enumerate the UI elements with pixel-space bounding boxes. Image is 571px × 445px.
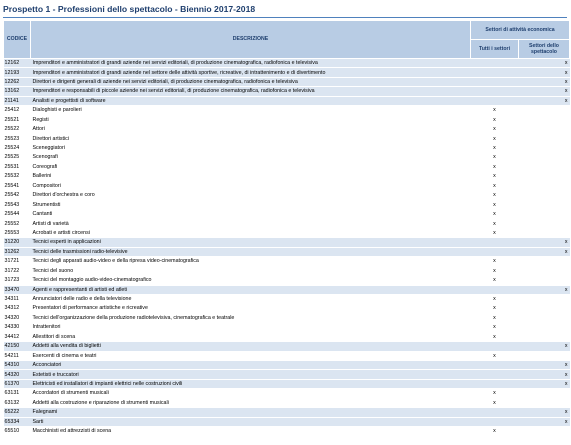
row-show-sectors-mark [519, 332, 570, 341]
row-code: 25412 [4, 106, 31, 115]
table-row [4, 257, 570, 266]
row-description: Analisti e progettisti di software [31, 96, 471, 105]
row-description: Compositori [31, 181, 471, 190]
row-code: 25543 [4, 200, 31, 209]
row-show-sectors-mark [519, 143, 570, 152]
table-row [4, 313, 570, 322]
row-description: Presentatori di performance artistiche e ricreative [31, 304, 471, 313]
table-row [4, 361, 570, 370]
row-all-sectors-mark: x [471, 181, 519, 190]
row-all-sectors-mark: x [471, 294, 519, 303]
table-row [4, 106, 570, 115]
row-all-sectors-mark [471, 59, 519, 68]
table-row [4, 68, 570, 77]
row-show-sectors-mark [519, 304, 570, 313]
table-row [4, 125, 570, 134]
row-show-sectors-mark: x [519, 77, 570, 86]
table-row [4, 247, 570, 256]
table-row [4, 228, 570, 237]
table-row [4, 143, 570, 152]
document-title: Prospetto 1 - Professioni dello spettacolo - Biennio 2017-2018 [3, 4, 256, 14]
row-description: Acconciatori [31, 361, 471, 370]
row-description: Strumentisti [31, 200, 471, 209]
row-code: 25553 [4, 228, 31, 237]
row-show-sectors-mark: x [519, 285, 570, 294]
row-all-sectors-mark: x [471, 228, 519, 237]
row-description: Addetti alla costruzione e riparazione di strumenti musicali [31, 398, 471, 407]
table-row [4, 162, 570, 171]
row-all-sectors-mark [471, 342, 519, 351]
row-code: 63132 [4, 398, 31, 407]
row-code: 31722 [4, 266, 31, 275]
row-code: 65510 [4, 427, 31, 436]
row-code: 25521 [4, 115, 31, 124]
table-row [4, 323, 570, 332]
row-description: Registi [31, 115, 471, 124]
row-code: 25531 [4, 162, 31, 171]
table-row [4, 191, 570, 200]
row-code: 34330 [4, 323, 31, 332]
row-description: Esercenti di cinema e teatri [31, 351, 471, 360]
row-code: 34311 [4, 294, 31, 303]
row-show-sectors-mark [519, 172, 570, 181]
row-show-sectors-mark: x [519, 96, 570, 105]
table-row [4, 427, 570, 436]
row-code: 25552 [4, 219, 31, 228]
row-description: Elettricisti ed installatori di impianti elettrici nelle costruzioni civili [31, 379, 471, 388]
row-description: Ballerini [31, 172, 471, 181]
row-code: 25524 [4, 143, 31, 152]
row-show-sectors-mark [519, 276, 570, 285]
row-description: Tecnici del suono [31, 266, 471, 275]
row-show-sectors-mark [519, 125, 570, 134]
row-description: Direttori e dirigenti generali di aziende nei servizi editoriali, di produzione cinematografica, radiofonica e televisiva [31, 77, 471, 86]
row-code: 25544 [4, 210, 31, 219]
row-all-sectors-mark: x [471, 398, 519, 407]
table-row [4, 200, 570, 209]
table-row [4, 238, 570, 247]
row-code: 25522 [4, 125, 31, 134]
table-row [4, 342, 570, 351]
row-code: 21141 [4, 96, 31, 105]
row-code: 34312 [4, 304, 31, 313]
row-code: 65222 [4, 408, 31, 417]
row-show-sectors-mark [519, 323, 570, 332]
row-show-sectors-mark [519, 191, 570, 200]
row-show-sectors-mark [519, 134, 570, 143]
row-code: 25523 [4, 134, 31, 143]
row-show-sectors-mark: x [519, 87, 570, 96]
row-description: Direttori d'orchestra e coro [31, 191, 471, 200]
row-all-sectors-mark: x [471, 125, 519, 134]
table-row [4, 181, 570, 190]
row-code: 25541 [4, 181, 31, 190]
row-code: 31723 [4, 276, 31, 285]
row-code: 25532 [4, 172, 31, 181]
row-all-sectors-mark: x [471, 219, 519, 228]
row-all-sectors-mark: x [471, 210, 519, 219]
row-show-sectors-mark [519, 153, 570, 162]
row-description: Estetisti e truccatori [31, 370, 471, 379]
table-row [4, 59, 570, 68]
row-all-sectors-mark: x [471, 106, 519, 115]
row-description: Sceneggiatori [31, 143, 471, 152]
header-code: CODICE [4, 21, 31, 59]
table-row [4, 87, 570, 96]
row-description: Cantanti [31, 210, 471, 219]
row-show-sectors-mark: x [519, 238, 570, 247]
row-description: Allestitori di scena [31, 332, 471, 341]
table-row [4, 304, 570, 313]
row-code: 54211 [4, 351, 31, 360]
table-row [4, 351, 570, 360]
row-show-sectors-mark: x [519, 417, 570, 426]
row-description: Sarti [31, 417, 471, 426]
row-show-sectors-mark [519, 210, 570, 219]
row-description: Attori [31, 125, 471, 134]
row-show-sectors-mark: x [519, 370, 570, 379]
table-row [4, 285, 570, 294]
row-show-sectors-mark: x [519, 342, 570, 351]
row-description: Coreografi [31, 162, 471, 171]
row-description: Imprenditori e responsabili di piccole aziende nei servizi editoriali, di produzione cinematografica, radiofonica e televisiva [31, 87, 471, 96]
table-row [4, 370, 570, 379]
row-description: Agenti e rappresentanti di artisti ed atleti [31, 285, 471, 294]
row-all-sectors-mark: x [471, 257, 519, 266]
row-show-sectors-mark [519, 389, 570, 398]
table-row [4, 266, 570, 275]
row-all-sectors-mark: x [471, 332, 519, 341]
row-all-sectors-mark: x [471, 276, 519, 285]
row-show-sectors-mark [519, 219, 570, 228]
row-code: 63131 [4, 389, 31, 398]
table-row [4, 389, 570, 398]
row-description: Annunciatori delle radio e della televisione [31, 294, 471, 303]
row-show-sectors-mark [519, 398, 570, 407]
row-description: Tecnici dell'organizzazione della produzione radiotelevisiva, cinematografica e teatrale [31, 313, 471, 322]
row-all-sectors-mark: x [471, 389, 519, 398]
row-show-sectors-mark: x [519, 68, 570, 77]
row-all-sectors-mark: x [471, 172, 519, 181]
row-code: 54320 [4, 370, 31, 379]
row-show-sectors-mark [519, 106, 570, 115]
row-show-sectors-mark: x [519, 59, 570, 68]
row-show-sectors-mark [519, 351, 570, 360]
table-row [4, 398, 570, 407]
row-all-sectors-mark [471, 247, 519, 256]
row-all-sectors-mark [471, 87, 519, 96]
row-all-sectors-mark: x [471, 162, 519, 171]
row-show-sectors-mark [519, 313, 570, 322]
row-show-sectors-mark: x [519, 247, 570, 256]
row-all-sectors-mark: x [471, 153, 519, 162]
row-show-sectors-mark: x [519, 408, 570, 417]
row-show-sectors-mark: x [519, 361, 570, 370]
table-row [4, 332, 570, 341]
row-all-sectors-mark [471, 68, 519, 77]
row-description: Scenografi [31, 153, 471, 162]
row-description: Tecnici delle trasmissioni radio-televisive [31, 247, 471, 256]
row-code: 25542 [4, 191, 31, 200]
row-all-sectors-mark [471, 361, 519, 370]
title-divider [3, 17, 567, 18]
row-all-sectors-mark: x [471, 266, 519, 275]
row-description: Direttori artistici [31, 134, 471, 143]
table-row [4, 276, 570, 285]
row-all-sectors-mark [471, 285, 519, 294]
row-description: Dialoghisti e parolieri [31, 106, 471, 115]
row-code: 54310 [4, 361, 31, 370]
row-description: Imprenditori e amministratori di grandi aziende nel settore delle attività sportive, ricreative, di intrattenimento e di divertimento [31, 68, 471, 77]
table-row [4, 96, 570, 105]
row-show-sectors-mark [519, 266, 570, 275]
row-all-sectors-mark: x [471, 134, 519, 143]
row-code: 34412 [4, 332, 31, 341]
row-code: 31220 [4, 238, 31, 247]
row-show-sectors-mark [519, 200, 570, 209]
table-row [4, 115, 570, 124]
row-code: 12162 [4, 59, 31, 68]
row-all-sectors-mark [471, 238, 519, 247]
row-all-sectors-mark: x [471, 304, 519, 313]
row-all-sectors-mark [471, 417, 519, 426]
row-description: Intrattenitori [31, 323, 471, 332]
table-row [4, 134, 570, 143]
table-row [4, 408, 570, 417]
row-all-sectors-mark: x [471, 427, 519, 436]
row-description: Imprenditori e amministratori di grandi aziende nei servizi editoriali, di produzione cinematografica, radiofonica e televisiva [31, 59, 471, 68]
row-code: 31262 [4, 247, 31, 256]
row-all-sectors-mark [471, 379, 519, 388]
row-code: 61370 [4, 379, 31, 388]
row-description: Tecnici degli apparati audio-video e della ripresa video-cinematografica [31, 257, 471, 266]
table-row [4, 379, 570, 388]
row-all-sectors-mark [471, 96, 519, 105]
row-all-sectors-mark: x [471, 191, 519, 200]
header-description: DESCRIZIONE [31, 21, 471, 59]
row-all-sectors-mark: x [471, 200, 519, 209]
row-show-sectors-mark [519, 228, 570, 237]
row-description: Acrobati e artisti circensi [31, 228, 471, 237]
table-row [4, 417, 570, 426]
row-all-sectors-mark: x [471, 143, 519, 152]
row-all-sectors-mark: x [471, 351, 519, 360]
table-row [4, 210, 570, 219]
row-all-sectors-mark: x [471, 115, 519, 124]
row-code: 13162 [4, 87, 31, 96]
row-all-sectors-mark: x [471, 323, 519, 332]
row-description: Tecnici esperti in applicazioni [31, 238, 471, 247]
row-all-sectors-mark [471, 408, 519, 417]
table-row [4, 77, 570, 86]
header-sectors: Settori di attività economica [471, 21, 570, 40]
row-all-sectors-mark [471, 77, 519, 86]
row-code: 33470 [4, 285, 31, 294]
row-code: 25525 [4, 153, 31, 162]
table-row [4, 294, 570, 303]
row-show-sectors-mark [519, 427, 570, 436]
row-description: Macchinisti ed attrezzisti di scena [31, 427, 471, 436]
table-row [4, 219, 570, 228]
row-show-sectors-mark [519, 257, 570, 266]
row-all-sectors-mark: x [471, 313, 519, 322]
row-description: Tecnici del montaggio audio-video-cinematografico [31, 276, 471, 285]
row-description: Addetti alla vendita di biglietti [31, 342, 471, 351]
row-show-sectors-mark [519, 181, 570, 190]
row-description: Artisti di varietà [31, 219, 471, 228]
row-code: 12193 [4, 68, 31, 77]
row-show-sectors-mark [519, 162, 570, 171]
table-row [4, 153, 570, 162]
row-code: 42150 [4, 342, 31, 351]
row-description: Falegnami [31, 408, 471, 417]
row-description: Accordatori di strumenti musicali [31, 389, 471, 398]
header-all-sectors: Tutti i settori [471, 40, 519, 59]
table-row [4, 172, 570, 181]
row-code: 31721 [4, 257, 31, 266]
row-code: 34320 [4, 313, 31, 322]
row-all-sectors-mark [471, 370, 519, 379]
professions-table [3, 20, 570, 437]
row-code: 65334 [4, 417, 31, 426]
row-show-sectors-mark: x [519, 379, 570, 388]
row-show-sectors-mark [519, 294, 570, 303]
row-show-sectors-mark [519, 115, 570, 124]
row-code: 12262 [4, 77, 31, 86]
header-show-sectors: Settori dello spettacolo [519, 40, 570, 59]
